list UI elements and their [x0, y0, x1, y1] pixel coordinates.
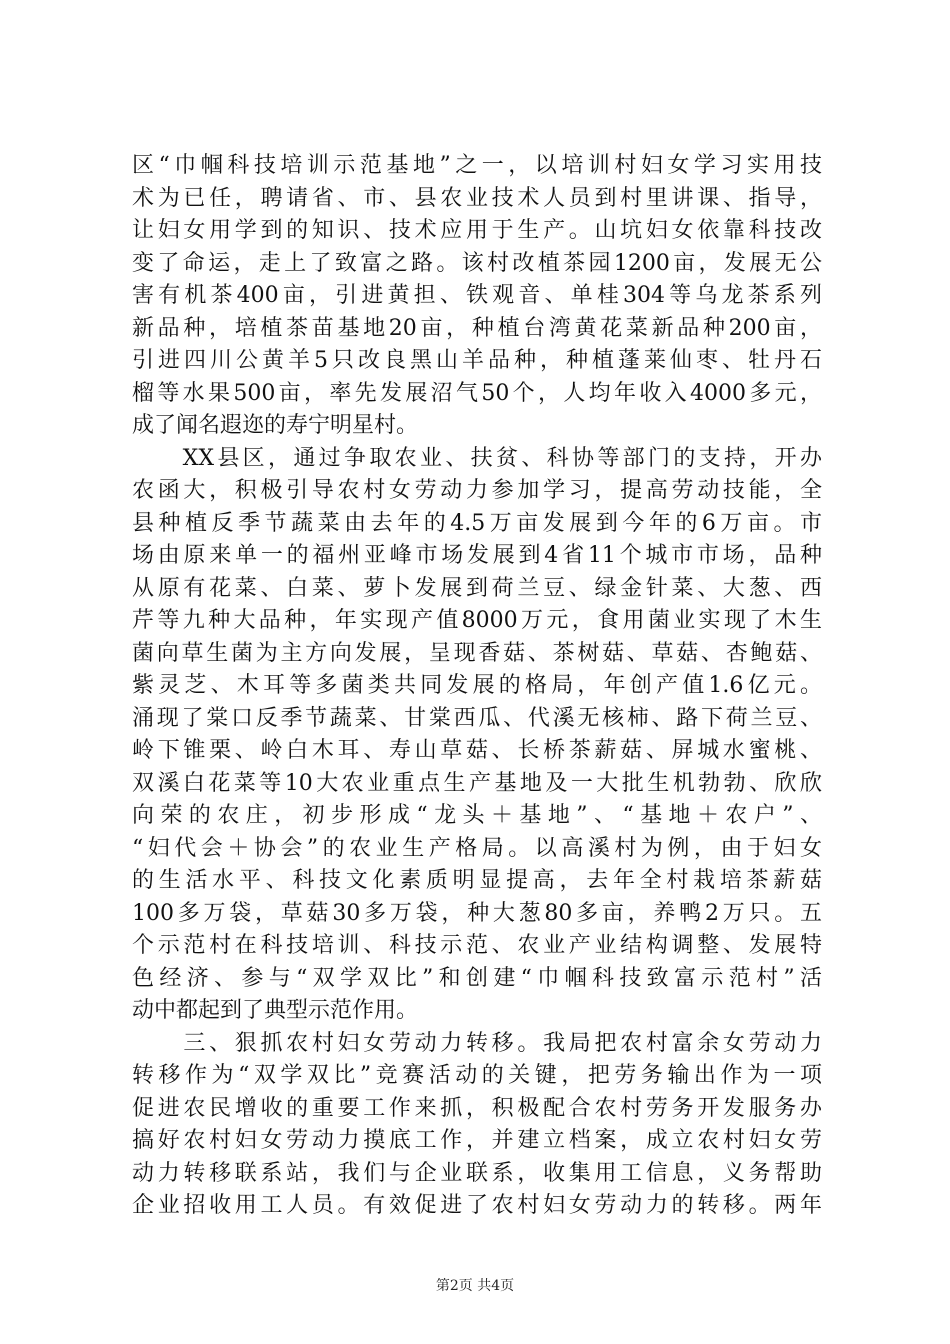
text-line: 个示范村在科技培训、科技示范、农业产业结构调整、发展特 [132, 933, 822, 958]
text-line: 成了闻名遐迩的寿宁明星村。 [132, 413, 419, 438]
text-line: 双溪白花菜等10大农业重点生产基地及一大批生机勃勃、欣欣 [132, 770, 822, 796]
text-line: 害有机茶400亩，引进黄担、铁观音、单桂304等乌龙茶系列 [132, 283, 822, 308]
text-line: 场由原来单一的福州亚峰市场发展到4省11个城市市场，品种 [132, 543, 822, 568]
text-line: 从原有花菜、白菜、萝卜发展到荷兰豆、绿金针菜、大葱、西 [132, 575, 822, 601]
text-line: 县种植反季节蔬菜由去年的4.5万亩发展到今年的6万亩。市 [132, 510, 822, 536]
text-line: 转移作为“双学双比”竞赛活动的关键，把劳务输出作为一项 [132, 1063, 822, 1088]
text-line: 搞好农村妇女劳动力摸底工作，并建立档案，成立农村妇女劳 [132, 1128, 822, 1153]
text-line: 芹等九种大品种，年实现产值8000万元，食用菌业实现了木生 [132, 608, 822, 633]
text-line: 动力转移联系站，我们与企业联系，收集用工信息，义务帮助 [132, 1160, 822, 1186]
text-line: 色经济、参与“双学双比”和创建“巾帼科技致富示范村”活 [132, 965, 822, 991]
document-body [132, 150, 822, 1223]
text-line: “妇代会＋协会”的农业生产格局。以高溪村为例，由于妇女 [132, 835, 822, 861]
text-line: 让妇女用学到的知识、技术应用于生产。山坑妇女依靠科技改 [132, 218, 822, 243]
text-line: 榴等水果500亩，率先发展沼气50个，人均年收入4000多元， [132, 380, 822, 406]
text-line: 术为已任，聘请省、市、县农业技术人员到村里讲课、指导， [132, 185, 822, 211]
text-line: 变了命运，走上了致富之路。该村改植茶园1200亩，发展无公 [132, 250, 822, 276]
text-line: 100多万袋，草菇30多万袋，种大葱80多亩，养鸭2万只。五 [132, 900, 822, 926]
text-line: 菌向草生菌为主方向发展，呈现香菇、茶树菇、草菇、杏鲍菇、 [132, 640, 822, 666]
text-line: 新品种，培植茶苗基地20亩，种植台湾黄花菜新品种200亩， [132, 315, 822, 341]
text-line: 区“巾帼科技培训示范基地”之一，以培训村妇女学习实用技 [132, 153, 822, 178]
text-line: 动中都起到了典型示范作用。 [132, 998, 419, 1023]
text-line: 引进四川公黄羊5只改良黑山羊品种，种植蓬莱仙枣、牡丹石 [132, 348, 822, 373]
text-line: 向荣的农庄，初步形成“龙头＋基地”、“基地＋农户”、 [132, 803, 822, 828]
text-line: 促进农民增收的重要工作来抓，积极配合农村劳务开发服务办 [132, 1095, 822, 1121]
text-line: XX县区，通过争取农业、扶贫、科协等部门的支持，开办 [132, 445, 822, 471]
text-line: 的生活水平、科技文化素质明显提高，去年全村栽培茶薪菇 [132, 868, 822, 893]
text-line: 三、狠抓农村妇女劳动力转移。我局把农村富余女劳动力 [132, 1030, 822, 1056]
page-number-footer: 第2页 共4页 [435, 1278, 515, 1294]
text-line: 企业招收用工人员。有效促进了农村妇女劳动力的转移。两年 [132, 1193, 822, 1218]
text-line: 紫灵芝、木耳等多菌类共同发展的格局，年创产值1.6亿元。 [132, 673, 822, 698]
text-line: 岭下锥栗、岭白木耳、寿山草菇、长桥茶薪菇、屏城水蜜桃、 [132, 738, 822, 763]
text-line: 涌现了棠口反季节蔬菜、甘棠西瓜、代溪无核柿、路下荷兰豆、 [132, 705, 822, 731]
text-line: 农函大，积极引导农村女劳动力参加学习，提高劳动技能，全 [132, 478, 822, 503]
